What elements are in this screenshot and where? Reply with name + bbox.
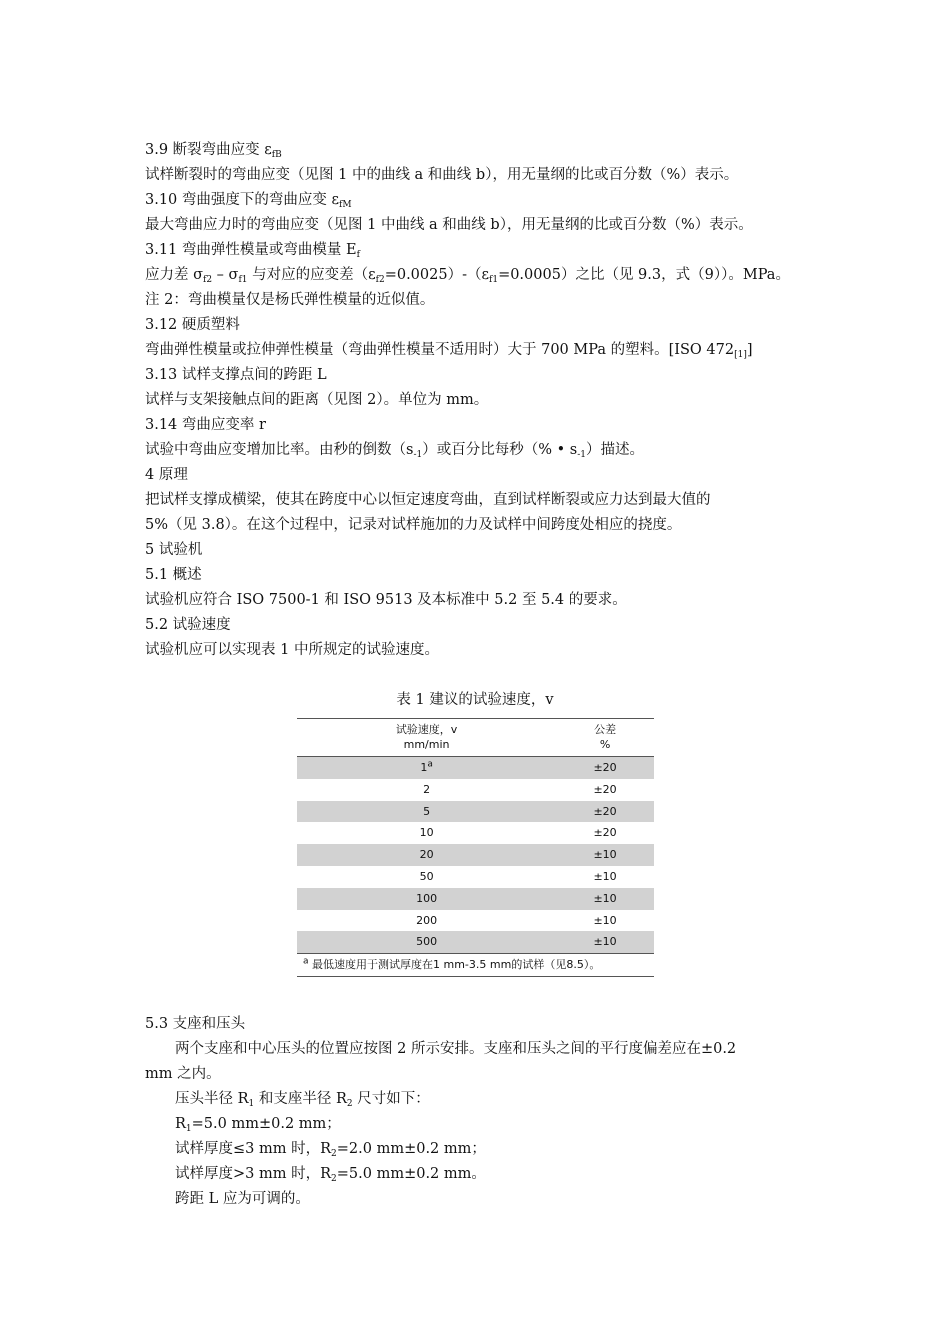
table-row: 500 ±10 — [297, 931, 654, 953]
section-3-11-title: 3.11 弯曲弹性模量或弯曲模量 $E_f$ — [145, 242, 360, 260]
section-5-1-body: 试验机应符合 ISO 7500-1 和 ISO 9513 及本标准中 5.2 至 5.4 的要求。 — [145, 592, 627, 608]
section-3-11-body: 应力差 $\sigma_{f2} - \sigma_{f1}$ 与对应的应变差$(\varepsilon_{f2}=0.0025)-(\varepsilon_{f1}=0.0005)$之比（见 9.3，式（9））。MPa。 — [145, 267, 790, 285]
section-5-3-body-1: 两个支座和中心压头的位置应按图 2 所示安排。支座和压头之间的平行度偏差应在±0.2 — [175, 1041, 737, 1057]
section-3-9-title: 3.9 断裂弯曲应变 $\varepsilon_{fB}$ — [145, 142, 282, 160]
section-5-1-title: 5.1 概述 — [145, 567, 202, 583]
table-row: 10 ±20 — [419, 826, 617, 840]
section-4-body-2: 5%（见 3.8）。在这个过程中，记录对试样施加的力及试样中间跨度处相应的挠度。 — [145, 517, 682, 533]
section-4-body-1: 把试样支撑成横梁，使其在跨度中心以恒定速度弯曲，直到试样断裂或应力达到最大值的 — [145, 492, 711, 508]
span-note: 跨距 L 应为可调的。 — [175, 1191, 310, 1207]
section-3-10-title: 3.10 弯曲强度下的弯曲应变 $\varepsilon_{fM}$ — [145, 192, 352, 210]
section-5-3 — [145, 1012, 815, 1212]
table-row: 20 ±10 — [297, 844, 654, 866]
speed-column-header: 试验速度，v mm/min — [297, 719, 556, 757]
table-caption: 表 1 建议的试验速度，v — [396, 692, 554, 708]
section-3-13-body: 试样与支架接触点间的距离（见图 2）。单位为 mm。 — [145, 392, 489, 408]
table-row: 50 ±10 — [419, 869, 617, 883]
table-row: 2 ±20 — [423, 782, 617, 796]
section-5-3-title: 5.3 支座和压头 — [145, 1016, 246, 1032]
table-row: 5 ±20 — [297, 801, 654, 823]
section-3-12-body: 弯曲弹性模量或拉伸弹性模量（弯曲弹性模量不适用时）大于 700 MPa 的塑料。[ISO $472_{[1]}$] — [145, 342, 753, 360]
speed-table — [297, 718, 654, 977]
r1-spec: $R_1=5.0$ mm±0.2 mm； — [175, 1116, 341, 1134]
section-4-title: 4 原理 — [145, 467, 188, 483]
radius-intro: 压头半径 $R_1$ 和支座半径 $R_2$ 尺寸如下： — [175, 1091, 430, 1109]
section-3-14-body: 试验中弯曲应变增加比率。由秒的倒数$(s_{-1})$或百分比每秒（% • $s_{-1}$）描述。 — [145, 442, 645, 460]
section-3-10-body: 最大弯曲应力时的弯曲应变（见图 1 中曲线 a 和曲线 b），用无量纲的比或百分数（%）表示。 — [145, 217, 753, 233]
section-3-14-title: 3.14 弯曲应变率 r — [145, 417, 266, 433]
table-footnote-row — [297, 954, 654, 977]
document-body — [145, 138, 815, 663]
table-row: 200 ±10 — [416, 913, 617, 927]
section-5-3-body-2: mm 之内。 — [145, 1066, 221, 1082]
r2-thin-spec: 试样厚度≤3 mm 时，$R_2=2.0$ mm±0.2 mm； — [175, 1141, 486, 1159]
table-row: 1$^a$ ±20 — [297, 757, 654, 779]
note-2: 注 2：弯曲模量仅是杨氏弹性模量的近似值。 — [145, 292, 435, 308]
section-5-2-title: 5.2 试验速度 — [145, 617, 231, 633]
table-row: 100 ±10 — [297, 888, 654, 910]
tolerance-column-header: 公差 % — [556, 719, 654, 757]
section-5-2-body: 试验机应可以实现表 1 中所规定的试验速度。 — [145, 642, 439, 658]
table-header-row — [297, 719, 654, 757]
table-footnote: $^a$ 最低速度用于测试厚度在1 mm-3.5 mm的试样（见8.5）。 — [297, 954, 654, 977]
section-5-title: 5 试验机 — [145, 542, 203, 558]
section-3-13-title: 3.13 试样支撑点间的跨距 L — [145, 367, 327, 383]
r2-thick-spec: 试样厚度>3 mm 时，$R_2=5.0$ mm±0.2 mm。 — [175, 1166, 486, 1184]
section-3-12-title: 3.12 硬质塑料 — [145, 317, 240, 333]
section-3-9-body: 试样断裂时的弯曲应变（见图 1 中的曲线 a 和曲线 b），用无量纲的比或百分数（%）表示。 — [145, 167, 739, 183]
